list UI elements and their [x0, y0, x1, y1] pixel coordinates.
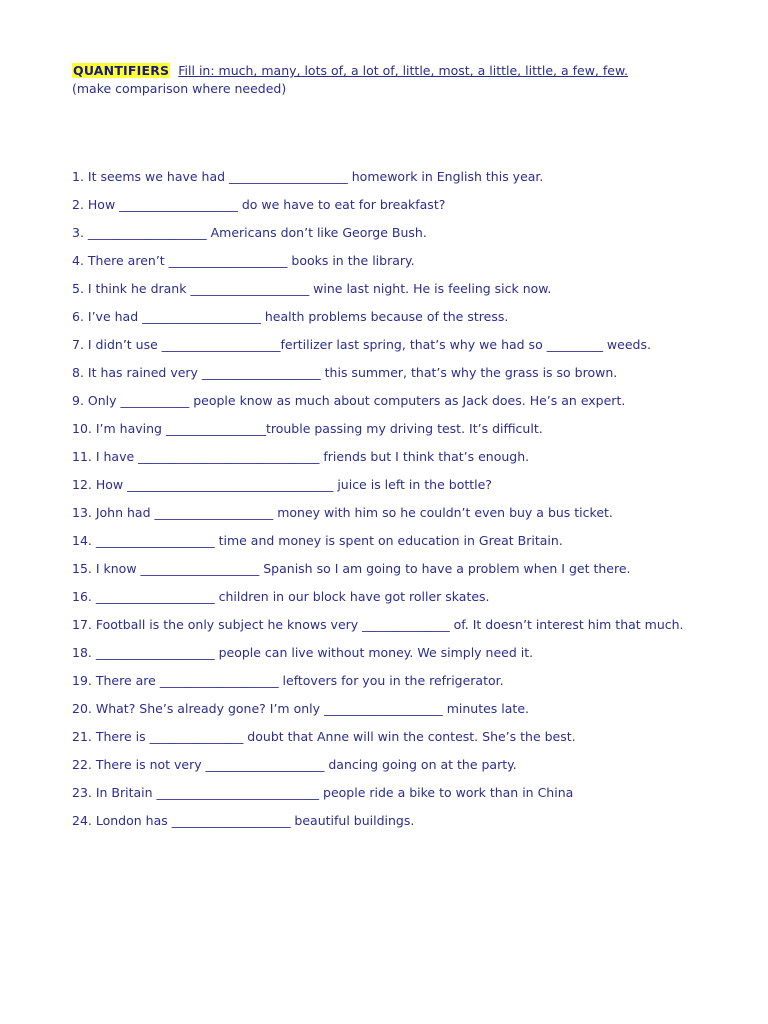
exercise-item-10: 10. I’m having ________________trouble passing my driving test. It’s difficult.: [72, 421, 543, 436]
exercise-item-4: 4. There aren’t ___________________ books in the library.: [72, 253, 415, 268]
exercise-list: [72, 163, 742, 835]
exercise-item-7: 7. I didn’t use ___________________fertilizer last spring, that’s why we had so _________ weeds.: [72, 337, 651, 352]
exercise-item-12: 12. How _________________________________ juice is left in the bottle?: [72, 477, 492, 492]
worksheet-title: QUANTIFIERS: [73, 63, 170, 78]
exercise-item-22: 22. There is not very ___________________ dancing going on at the party.: [72, 757, 517, 772]
exercise-item-21: 21. There is _______________ doubt that Anne will win the contest. She’s the best.: [72, 729, 576, 744]
exercise-item-11: 11. I have _____________________________ friends but I think that’s enough.: [72, 449, 530, 464]
exercise-item-18: 18. ___________________ people can live without money. We simply need it.: [72, 645, 534, 660]
instruction-text: Fill in: much, many, lots of, a lot of, little, most, a little, little, a few, few.: [178, 63, 629, 78]
exercise-item-23: 23. In Britain __________________________ people ride a bike to work than in China: [72, 785, 574, 800]
exercise-item-1: 1. It seems we have had ___________________ homework in English this year.: [72, 169, 544, 184]
exercise-item-5: 5. I think he drank ___________________ wine last night. He is feeling sick now.: [72, 281, 552, 296]
exercise-item-17: 17. Football is the only subject he knows very ______________ of. It doesn’t interest him that much.: [72, 617, 684, 632]
exercise-item-2: 2. How ___________________ do we have to eat for breakfast?: [72, 197, 446, 212]
exercise-item-8: 8. It has rained very ___________________ this summer, that’s why the grass is so brown.: [72, 365, 618, 380]
worksheet-subtitle: (make comparison where needed): [72, 81, 287, 96]
exercise-item-16: 16. ___________________ children in our block have got roller skates.: [72, 589, 490, 604]
worksheet-header: [72, 62, 628, 98]
exercise-item-20: 20. What? She’s already gone? I’m only ___________________ minutes late.: [72, 701, 529, 716]
exercise-item-6: 6. I’ve had ___________________ health problems because of the stress.: [72, 309, 509, 324]
exercise-item-24: 24. London has ___________________ beautiful buildings.: [72, 813, 415, 828]
exercise-item-15: 15. I know ___________________ Spanish so I am going to have a problem when I get there.: [72, 561, 631, 576]
exercise-item-13: 13. John had ___________________ money with him so he couldn’t even buy a bus ticket.: [72, 505, 613, 520]
exercise-item-3: 3. ___________________ Americans don’t like George Bush.: [72, 225, 427, 240]
exercise-item-14: 14. ___________________ time and money is spent on education in Great Britain.: [72, 533, 563, 548]
exercise-item-19: 19. There are ___________________ leftovers for you in the refrigerator.: [72, 673, 504, 688]
exercise-item-9: 9. Only ___________ people know as much about computers as Jack does. He’s an expert.: [72, 393, 626, 408]
